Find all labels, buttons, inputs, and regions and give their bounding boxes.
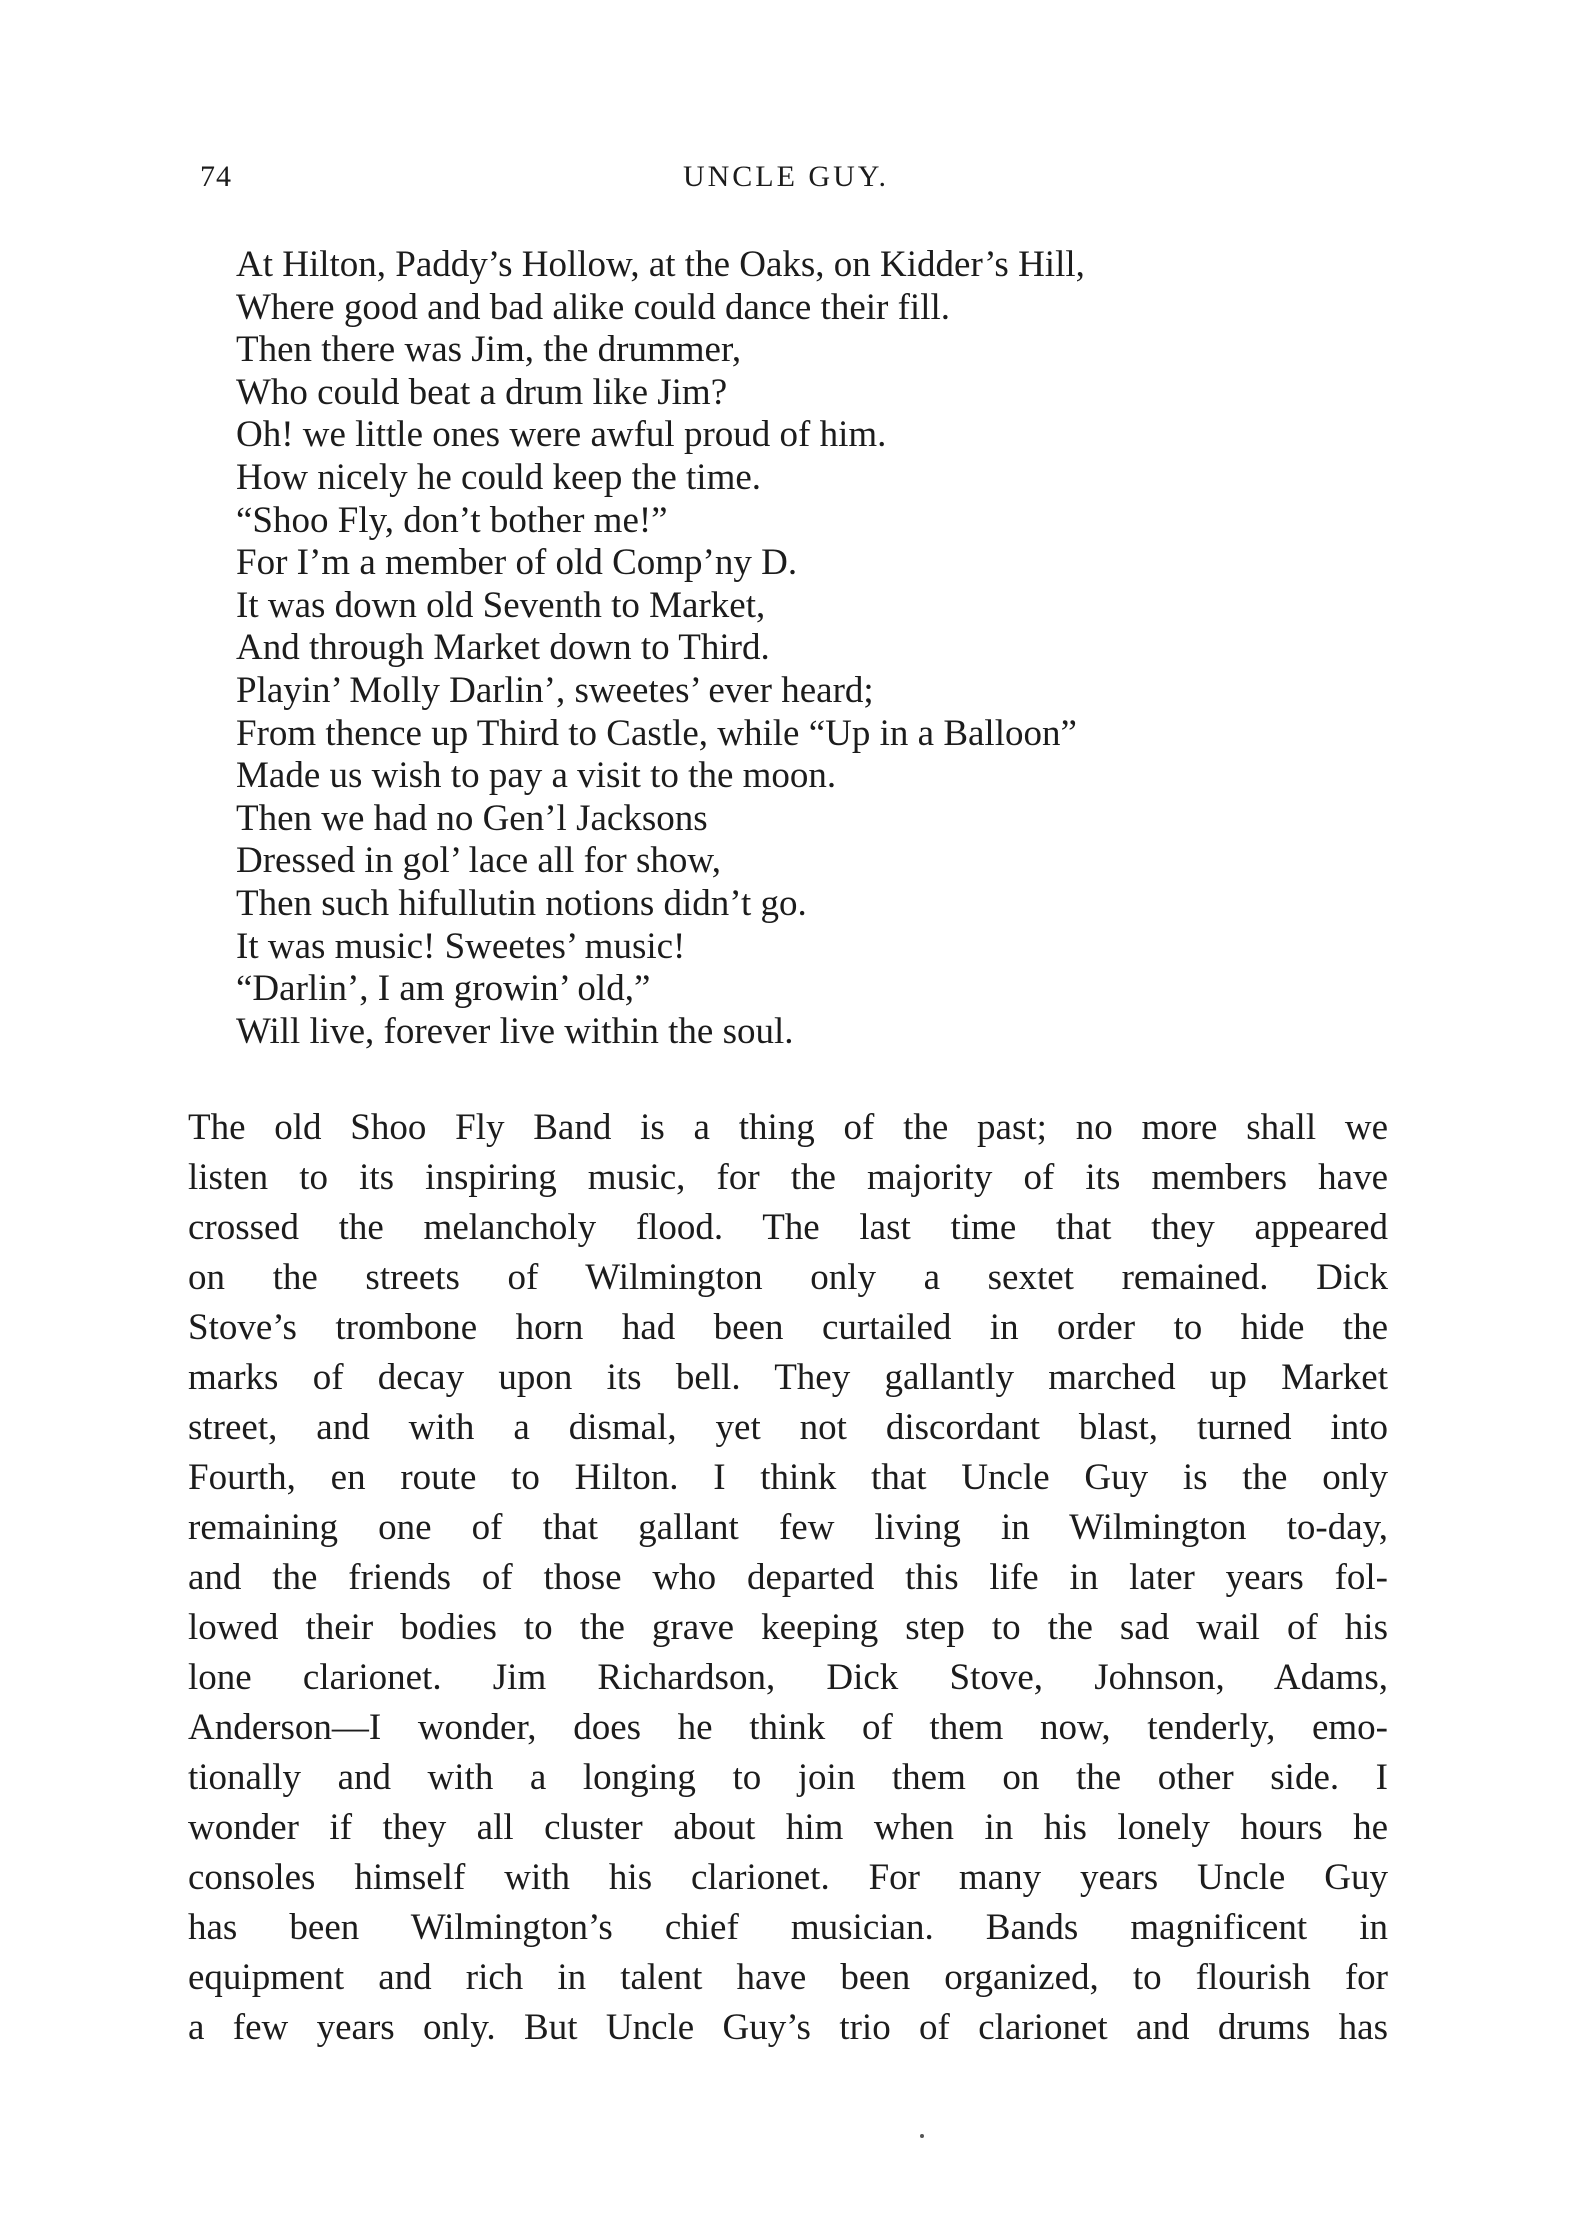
poem-stanza bbox=[236, 244, 1436, 1053]
poem-line: How nicely he could keep the time. bbox=[236, 456, 762, 498]
prose-line: and the friends of those who departed this life in later years fol- bbox=[188, 1557, 1388, 1598]
poem-line: It was down old Seventh to Market, bbox=[236, 584, 766, 626]
prose-line: equipment and rich in talent have been organized, to flourish for bbox=[188, 1957, 1388, 1998]
prose-paragraph bbox=[188, 1103, 1388, 2053]
poem-line: Then there was Jim, the drummer, bbox=[236, 329, 742, 371]
prose-line: crossed the melancholy flood. The last time that they appeared bbox=[188, 1207, 1388, 1248]
poem-line: And through Market down to Third. bbox=[236, 627, 770, 669]
poem-line: Then such hifullutin notions didn’t go. bbox=[236, 882, 807, 924]
page-number: 74 bbox=[200, 160, 232, 193]
poem-line: Oh! we little ones were awful proud of him. bbox=[236, 414, 887, 456]
prose-line: remaining one of that gallant few living in Wilmington to-day, bbox=[188, 1507, 1388, 1548]
prose-line: lowed their bodies to the grave keeping step to the sad wail of his bbox=[188, 1607, 1388, 1648]
poem-line: Where good and bad alike could dance their fill. bbox=[236, 286, 951, 328]
prose-line: listen to its inspiring music, for the majority of its members have bbox=[188, 1157, 1388, 1198]
poem-line: It was music! Sweetes’ music! bbox=[236, 925, 686, 967]
prose-line: tionally and with a longing to join them on the other side. I bbox=[188, 1757, 1388, 1798]
prose-line: a few years only. But Uncle Guy’s trio of clarionet and drums has bbox=[188, 2007, 1388, 2048]
prose-line: The old Shoo Fly Band is a thing of the past; no more shall we bbox=[188, 1107, 1388, 1148]
poem-line: At Hilton, Paddy’s Hollow, at the Oaks, on Kidder’s Hill, bbox=[236, 244, 1085, 285]
poem-line: From thence up Third to Castle, while “Up in a Balloon” bbox=[236, 712, 1077, 754]
poem-line: Then we had no Gen’l Jacksons bbox=[236, 797, 708, 839]
poem-line: Playin’ Molly Darlin’, sweetes’ ever heard; bbox=[236, 669, 874, 711]
prose-line: has been Wilmington’s chief musician. Bands magnificent in bbox=[188, 1907, 1388, 1948]
ink-speck bbox=[920, 2134, 924, 2138]
poem-line: Made us wish to pay a visit to the moon. bbox=[236, 755, 837, 797]
prose-line: on the streets of Wilmington only a sextet remained. Dick bbox=[188, 1257, 1388, 1298]
prose-line: street, and with a dismal, yet not discordant blast, turned into bbox=[188, 1407, 1388, 1448]
prose-line: Fourth, en route to Hilton. I think that Uncle Guy is the only bbox=[188, 1457, 1388, 1498]
running-title: UNCLE GUY. bbox=[682, 160, 890, 193]
prose-line: marks of decay upon its bell. They gallantly marched up Market bbox=[188, 1357, 1388, 1398]
poem-line: Who could beat a drum like Jim? bbox=[236, 371, 728, 413]
prose-line: Anderson—I wonder, does he think of them now, tenderly, emo- bbox=[188, 1707, 1388, 1748]
poem-line: Will live, forever live within the soul. bbox=[236, 1010, 794, 1052]
prose-line: lone clarionet. Jim Richardson, Dick Stove, Johnson, Adams, bbox=[188, 1657, 1388, 1698]
prose-line: wonder if they all cluster about him when in his lonely hours he bbox=[188, 1807, 1388, 1848]
poem-line: “Shoo Fly, don’t bother me!” bbox=[236, 499, 668, 541]
poem-line: For I’m a member of old Comp’ny D. bbox=[236, 542, 798, 584]
poem-line: Dressed in gol’ lace all for show, bbox=[236, 840, 721, 882]
prose-line: Stove’s trombone horn had been curtailed in order to hide the bbox=[188, 1307, 1388, 1348]
poem-line: “Darlin’, I am growin’ old,” bbox=[236, 968, 651, 1010]
prose-line: consoles himself with his clarionet. For many years Uncle Guy bbox=[188, 1857, 1388, 1898]
